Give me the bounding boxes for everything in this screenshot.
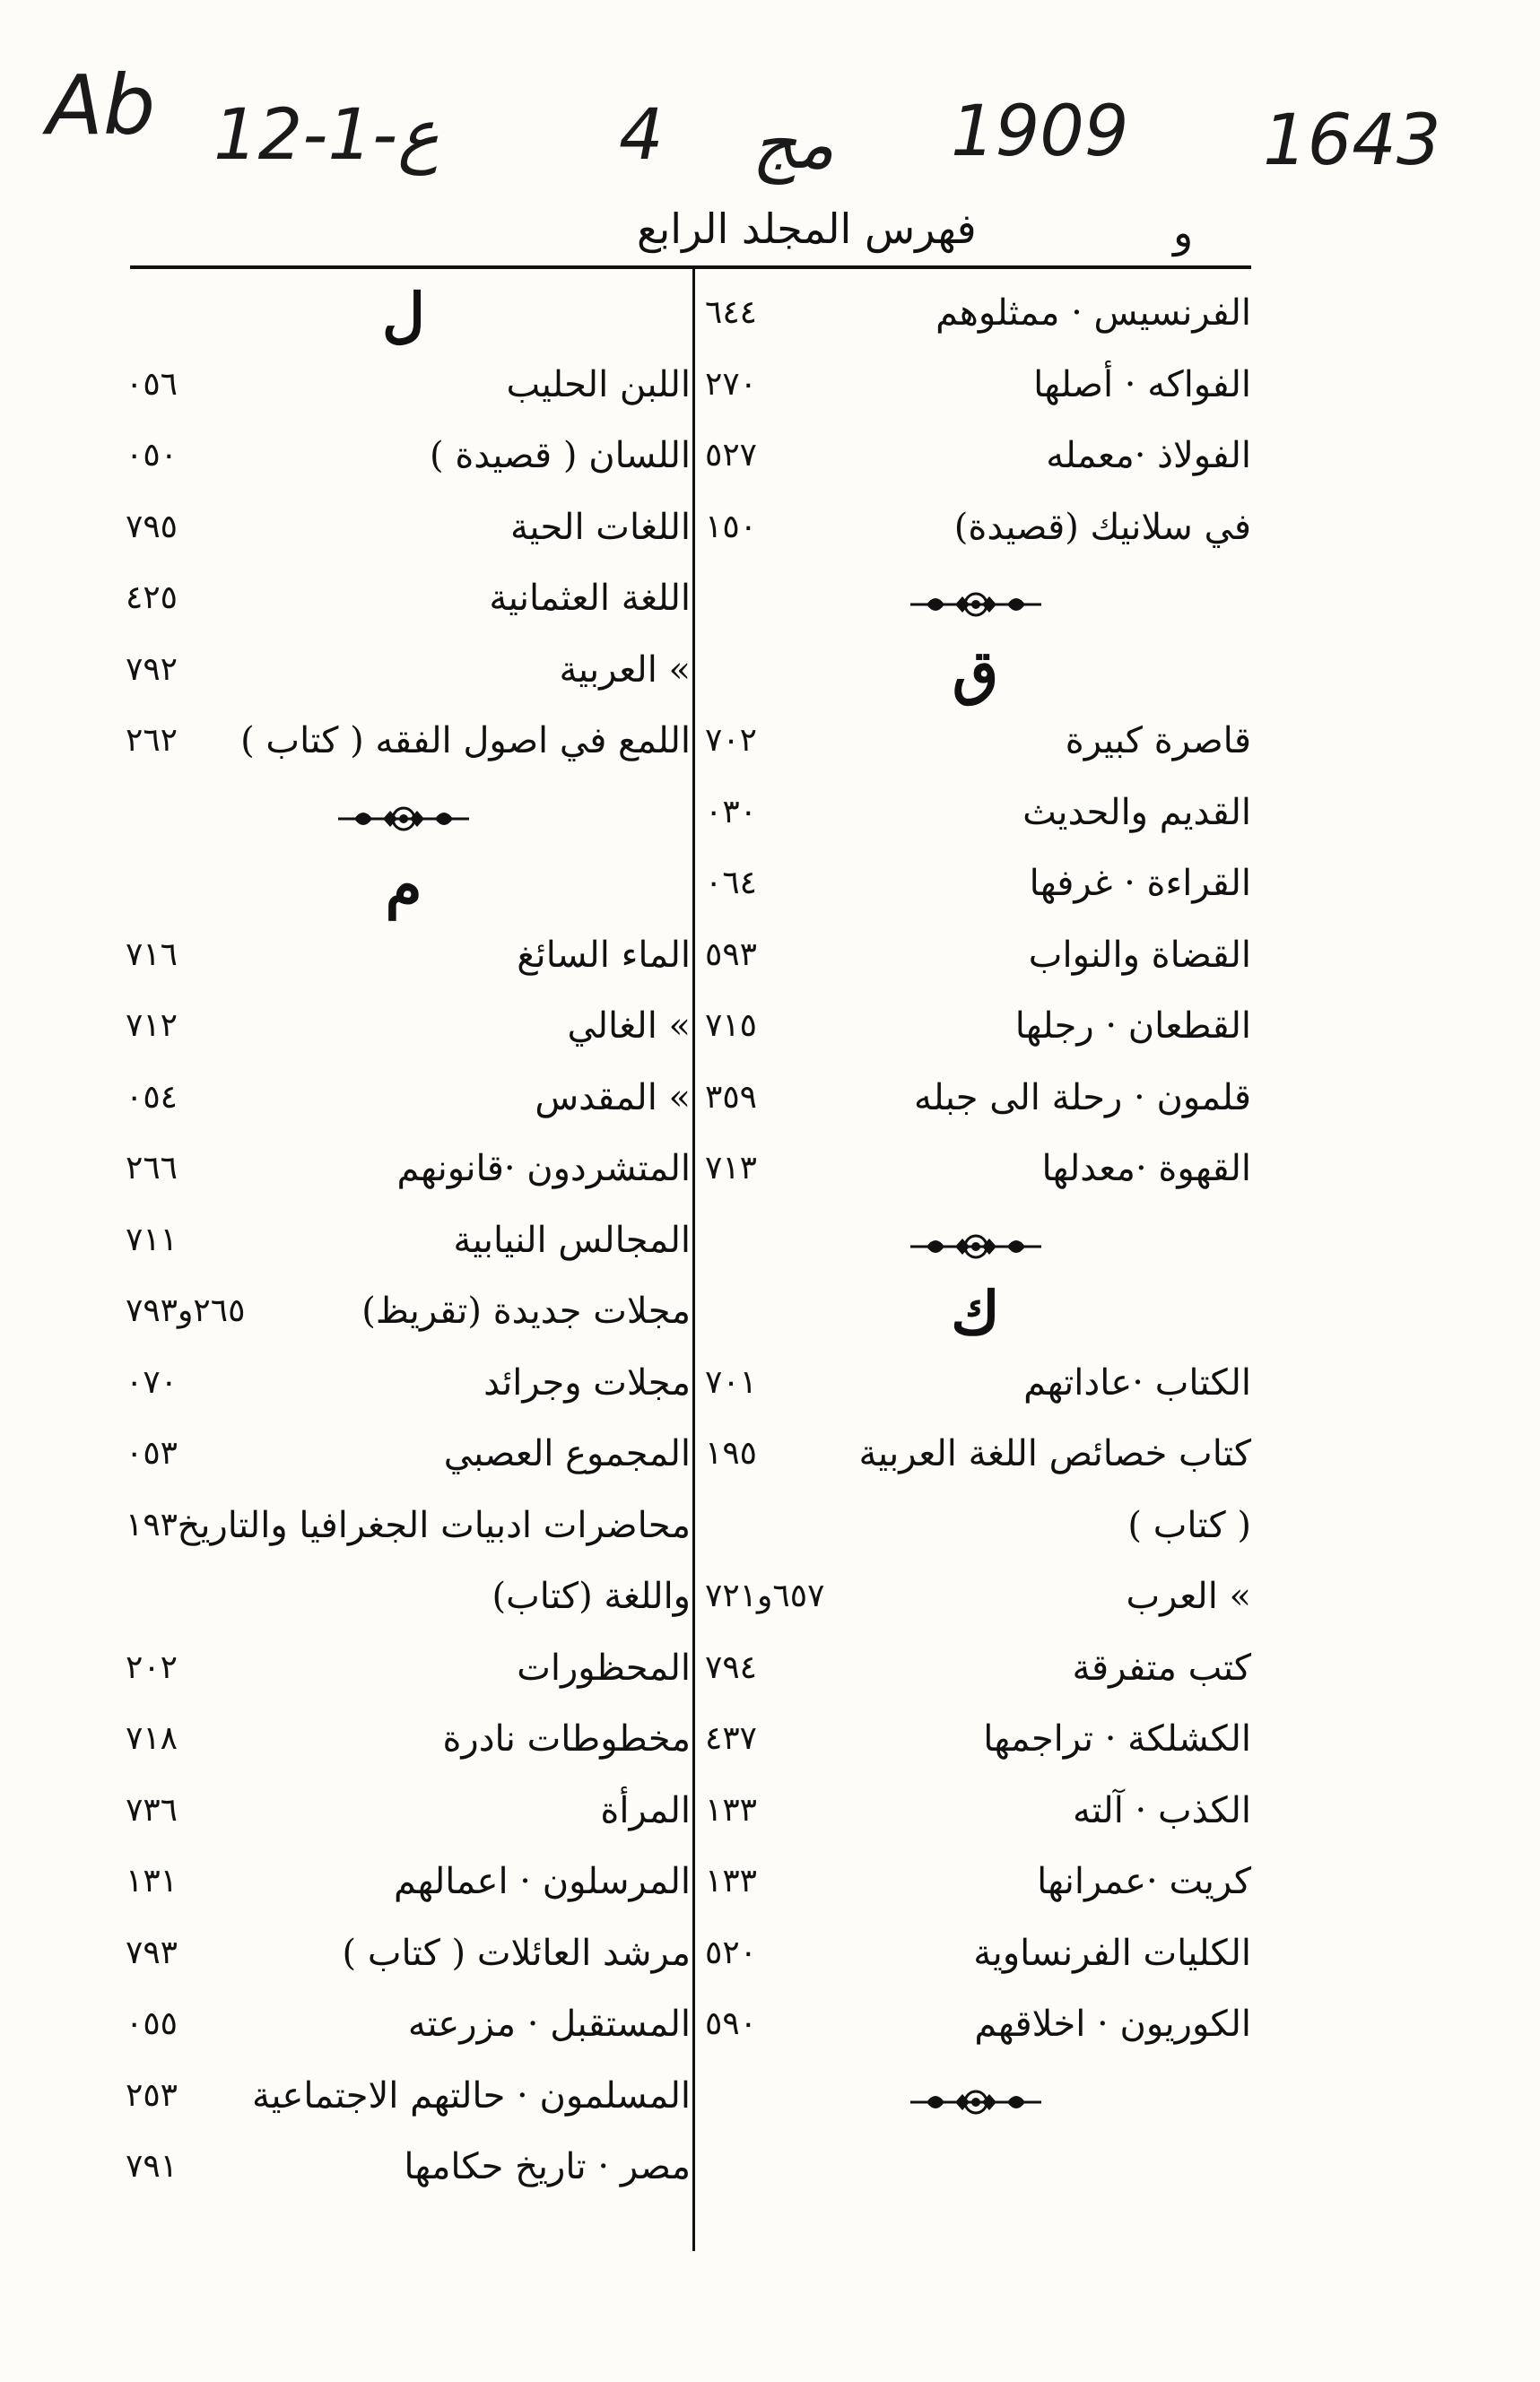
entry-page-number: ٤٢٥: [126, 579, 178, 616]
page-title: فهرس المجلد الرابع: [637, 204, 977, 253]
entry-page-number: ٦٤٤: [705, 294, 758, 331]
index-entry: [700, 1348, 1251, 1420]
entry-title: المتشردون ·قانونهم: [396, 1148, 691, 1189]
entry-title: القضاة والنواب: [1028, 934, 1251, 976]
entry-page-number: ٧١١: [126, 1221, 178, 1258]
index-entry: [117, 1134, 691, 1205]
handwritten-shelf-code: 12-1-ع: [213, 95, 439, 176]
index-column-right: [700, 278, 1251, 2132]
entry-title: » المقدس: [535, 1076, 691, 1118]
handwritten-catalog-number: 1643: [1263, 100, 1441, 181]
index-entry: [700, 1491, 1251, 1562]
index-entry: [117, 1205, 691, 1277]
entry-title: الكوريون · اخلاقهم: [974, 2004, 1251, 2045]
index-entry: [700, 1633, 1251, 1705]
entry-title: الكذب · آلته: [1072, 1789, 1251, 1831]
entry-page-number: ١٣١: [126, 1863, 178, 1900]
entry-title: الفرنسيس · ممثلوهم: [935, 292, 1251, 334]
entry-page-number: ٤٣٧: [705, 1720, 758, 1757]
entry-page-number: ٧٩٢: [126, 650, 178, 688]
entry-title: ( كتاب ): [1127, 1504, 1251, 1546]
column-divider: [692, 269, 695, 2251]
entry-page-number: ٢٦٦: [126, 1150, 178, 1187]
entry-page-number: ٠٥٥: [126, 2005, 178, 2042]
index-entry: [117, 2132, 691, 2204]
index-entry: [117, 1491, 691, 1562]
entry-page-number: ٢٧٠: [705, 365, 758, 403]
entry-title: المستقبل · مزرعته: [407, 2004, 691, 2045]
entry-page-number: ٧١٢: [126, 1007, 178, 1044]
section-letter-heading: [700, 1276, 1251, 1348]
index-entry: [117, 706, 691, 778]
entry-title: القطعان · رجلها: [1014, 1005, 1251, 1047]
entry-page-number: ١٣٣: [705, 1791, 758, 1829]
index-entry: [700, 991, 1251, 1063]
index-entry: [117, 1989, 691, 2061]
entry-title: المجموع العصبي: [443, 1433, 691, 1474]
index-entry: [700, 492, 1251, 564]
entry-title: الفولاذ ·معمله: [1046, 435, 1251, 476]
entry-title: في سلانيك (قصيدة): [953, 506, 1251, 548]
index-entry: [117, 635, 691, 707]
entry-title: المجالس النيابية: [453, 1219, 691, 1261]
entry-page-number: ٥٩٠: [705, 2005, 758, 2042]
index-entry: [700, 920, 1251, 992]
entry-title: القهوة ·معدلها: [1041, 1148, 1251, 1189]
index-entry: [700, 1134, 1251, 1205]
entry-title: كريت ·عمرانها: [1037, 1861, 1251, 1902]
index-entry: [700, 848, 1251, 920]
section-divider: [700, 2061, 1251, 2133]
index-entry: [117, 350, 691, 422]
entry-page-number: ٧١٨: [126, 1720, 178, 1757]
index-column-left: [117, 278, 691, 2204]
entry-title: واللغة (كتاب): [492, 1576, 691, 1617]
index-entry: [700, 1561, 1251, 1633]
index-entry: [117, 1419, 691, 1491]
entry-title: المرأة: [600, 1789, 691, 1831]
section-letter: ل: [382, 280, 425, 350]
entry-page-number: ٠٥٠: [126, 437, 178, 474]
index-entry: [700, 1419, 1251, 1491]
header-rule: [130, 265, 1251, 269]
entry-title: » العربية: [559, 648, 691, 691]
entry-page-number: ١٩٥: [705, 1435, 758, 1472]
entry-title: محاضرات ادبيات الجغرافيا والتاريخ: [177, 1504, 691, 1546]
entry-title: اللمع في اصول الفقه ( كتاب ): [240, 720, 691, 761]
entry-page-number: ٦٥٧و٧٢١: [705, 1578, 825, 1614]
index-entry: [700, 1989, 1251, 2061]
entry-page-number: ٢٦٥و٧٩٣: [126, 1292, 246, 1329]
entry-title: القراءة · غرفها: [1029, 863, 1251, 904]
ornament-icon: [117, 801, 691, 840]
index-entry: [117, 421, 691, 492]
handwritten-part-number: 4: [619, 95, 664, 176]
handwritten-code-ab: Ab: [47, 57, 156, 153]
entry-page-number: ٣٥٩: [705, 1078, 758, 1116]
section-divider: [117, 778, 691, 849]
index-entry: [700, 1847, 1251, 1918]
section-letter: ك: [951, 1278, 1000, 1348]
index-entry: [117, 991, 691, 1063]
entry-page-number: ٥٢٧: [705, 437, 758, 474]
entry-title: اللغات الحية: [509, 506, 691, 548]
index-entry: [117, 563, 691, 635]
entry-title: اللغة العثمانية: [489, 578, 691, 619]
index-entry: [117, 1561, 691, 1633]
page-header: [126, 196, 1256, 258]
entry-page-number: ٠٣٠: [705, 793, 758, 830]
entry-title: مخطوطات نادرة: [442, 1718, 691, 1760]
index-entry: [117, 492, 691, 564]
entry-title: القديم والحديث: [1022, 791, 1251, 833]
entry-title: الماء السائغ: [517, 934, 691, 976]
entry-page-number: ٧٩٣: [126, 1934, 178, 1971]
entry-title: قاصرة كبيرة: [1065, 720, 1251, 761]
index-entry: [117, 1633, 691, 1705]
entry-page-number: ٠٥٣: [126, 1435, 178, 1472]
entry-title: قلمون · رحلة الى جبله: [914, 1076, 1251, 1118]
index-entry: [117, 2061, 691, 2133]
section-divider: [700, 563, 1251, 635]
entry-title: » الغالي: [567, 1005, 691, 1047]
index-entry: [117, 1918, 691, 1990]
entry-page-number: ٥٩٣: [705, 935, 758, 973]
index-entry: [700, 350, 1251, 422]
entry-page-number: ٧١٣: [705, 1150, 758, 1187]
section-letter-heading: [700, 635, 1251, 707]
entry-title: مصر · تاريخ حكامها: [404, 2146, 691, 2187]
entry-title: » العرب: [1126, 1576, 1251, 1617]
entry-page-number: ٧١٦: [126, 935, 178, 973]
entry-title: مرشد العائلات ( كتاب ): [342, 1932, 691, 1974]
index-entry: [700, 778, 1251, 849]
handwritten-year: 1909: [951, 91, 1129, 172]
entry-page-number: ٧٩٤: [705, 1648, 758, 1686]
entry-page-number: ٧٩٥: [126, 508, 178, 545]
entry-page-number: ٠٥٤: [126, 1078, 178, 1116]
entry-page-number: ١٣٣: [705, 1863, 758, 1900]
section-divider: [700, 1205, 1251, 1277]
index-entry: [700, 278, 1251, 350]
page-signature-letter: و: [1173, 208, 1194, 256]
entry-title: الكشلكة · تراجمها: [983, 1718, 1251, 1760]
index-entry: [117, 1276, 691, 1348]
index-entry: [117, 1776, 691, 1847]
entry-title: كتب متفرقة: [1072, 1647, 1251, 1689]
index-entry: [117, 1348, 691, 1420]
entry-title: المرسلون · اعمالهم: [394, 1861, 691, 1902]
index-entry: [700, 1918, 1251, 1990]
ornament-icon: [700, 2084, 1251, 2124]
entry-title: الكليات الفرنساوية: [973, 1932, 1251, 1974]
ornament-icon: [700, 1229, 1251, 1268]
entry-title: الفواكه · أصلها: [1033, 363, 1251, 405]
index-entry: [700, 1063, 1251, 1134]
entry-page-number: ٠٥٦: [126, 365, 178, 403]
entry-page-number: ٢٠٢: [126, 1648, 178, 1686]
entry-title: اللبن الحليب: [506, 363, 691, 405]
entry-title: الكتاب ·عاداتهم: [1023, 1361, 1251, 1404]
entry-title: كتاب خصائص اللغة العربية: [858, 1433, 1251, 1474]
index-entry: [700, 706, 1251, 778]
index-entry: [117, 920, 691, 992]
handwritten-volume-abbrev: مج: [752, 104, 835, 185]
entry-page-number: ٥٢٠: [705, 1934, 758, 1971]
entry-page-number: ٠٦٤: [705, 865, 758, 901]
entry-title: مجلات جديدة (تقريظ): [361, 1291, 691, 1332]
index-entry: [700, 421, 1251, 492]
entry-page-number: ٧١٥: [705, 1007, 758, 1044]
index-entry: [117, 1063, 691, 1134]
entry-page-number: ١٥٠: [705, 508, 758, 545]
section-letter: ق: [952, 636, 999, 707]
entry-page-number: ١٩٣: [126, 1506, 178, 1543]
entry-page-number: ٧٠٢: [705, 722, 758, 759]
entry-title: المحظورات: [517, 1647, 691, 1689]
ornament-icon: [700, 587, 1251, 626]
entry-title: اللسان ( قصيدة ): [430, 435, 691, 476]
section-letter-heading: [117, 848, 691, 920]
index-entry: [700, 1776, 1251, 1847]
index-entry: [700, 1704, 1251, 1776]
entry-page-number: ٧٣٦: [126, 1791, 178, 1829]
section-letter-heading: [117, 278, 691, 350]
entry-title: المسلمون · حالتهم الاجتماعية: [251, 2074, 691, 2117]
entry-page-number: ٧٠١: [705, 1363, 758, 1401]
entry-page-number: ٢٥٣: [126, 2076, 178, 2114]
index-entry: [117, 1704, 691, 1776]
section-letter: م: [385, 850, 422, 920]
entry-page-number: ٧٩١: [126, 2148, 178, 2185]
entry-page-number: ٠٧٠: [126, 1363, 178, 1401]
entry-page-number: ٢٦٢: [126, 722, 178, 759]
index-entry: [117, 1847, 691, 1918]
entry-title: مجلات وجرائد: [483, 1361, 691, 1404]
